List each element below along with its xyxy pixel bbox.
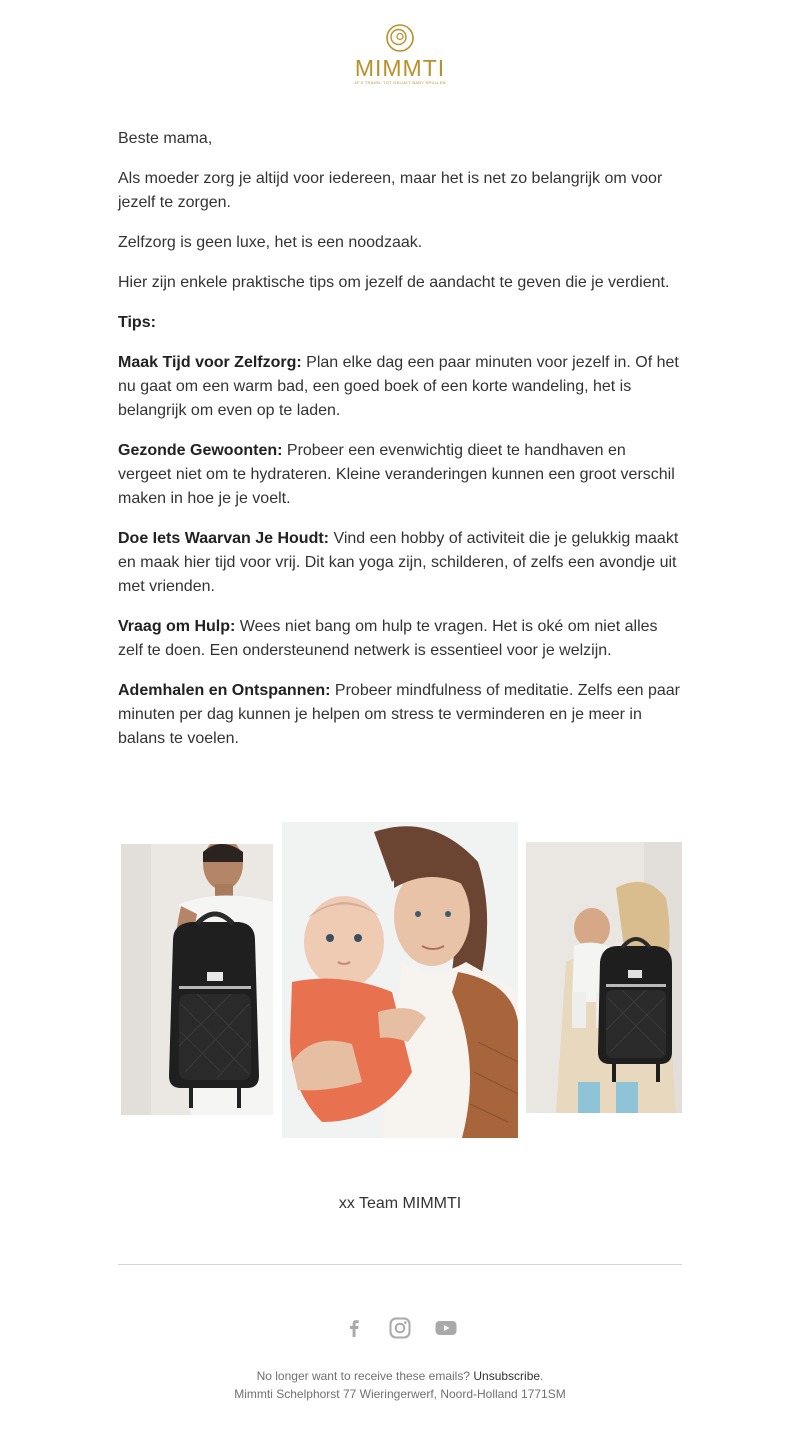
intro-paragraph: Hier zijn enkele praktische tips om jezelf de aandacht te geven die je verdient. — [118, 274, 670, 291]
tip-title: Vraag om Hulp: — [118, 618, 236, 635]
tip-title: Doe Iets Waarvan Je Houdt: — [118, 530, 330, 547]
unsubscribe-line — [0, 1367, 800, 1385]
tip-item — [118, 439, 682, 511]
tip-text: Probeer mindfulness of meditatie. Zelfs een paar minuten per dag kunnen je helpen om stress te verminderen en je meer in balans te voelen. — [118, 682, 680, 747]
footer-divider — [118, 1264, 682, 1265]
brand-tagline: JE'S TRAVEL TOT GELUKT BABY SPULLEN — [354, 80, 446, 85]
tip-item — [118, 679, 682, 751]
tips-heading: Tips: — [118, 314, 156, 331]
intro-paragraph: Zelfzorg is geen luxe, het is een noodzaak. — [118, 234, 423, 251]
youtube-icon[interactable] — [434, 1316, 458, 1340]
signoff: xx Team MIMMTI — [338, 1195, 462, 1212]
tip-text: Plan elke dag een paar minuten voor jezelf in. Of het nu gaat om een warm bad, een goed boek of een korte wandeling, het is belangrijk om even op te laden. — [118, 354, 679, 419]
email-body — [118, 127, 682, 767]
facebook-icon[interactable] — [342, 1316, 366, 1340]
email-footer — [0, 1367, 800, 1403]
greeting: Beste mama, — [118, 130, 213, 147]
woman-with-baby-and-backpack-photo[interactable] — [526, 842, 682, 1113]
tip-text: Vind een hobby of activiteit die je gelukkig maakt en maak hier tijd voor vrij. Dit kan yoga zijn, schilderen, of zelfs een avondje uit met vrienden. — [118, 530, 679, 595]
mother-holding-baby-photo[interactable] — [282, 822, 518, 1138]
company-address: Mimmti Schelphorst 77 Wieringerwerf, Noord-Holland 1771SM — [234, 1387, 566, 1401]
intro-paragraph: Als moeder zorg je altijd voor iedereen, maar het is net zo belangrijk om voor jezelf te zorgen. — [118, 170, 663, 211]
tip-item — [118, 351, 682, 423]
tip-title: Ademhalen en Ontspannen: — [118, 682, 331, 699]
brand-logo[interactable] — [354, 22, 446, 96]
tip-text: Wees niet bang om hulp te vragen. Het is oké om niet alles zelf te doen. Een ondersteunend netwerk is essentieel voor je welzijn. — [118, 618, 658, 659]
tip-title: Maak Tijd voor Zelfzorg: — [118, 354, 302, 371]
tip-text: Probeer een evenwichtig dieet te handhaven en vergeet niet om te hydrateren. Kleine veranderingen kunnen een groot verschil maken in hoe je je voelt. — [118, 442, 675, 507]
brand-wordmark: MIMMTI — [354, 55, 446, 81]
unsubscribe-prompt: No longer want to receive these emails? — [256, 1369, 474, 1383]
man-with-diaper-backpack-photo[interactable] — [121, 844, 273, 1115]
unsubscribe-suffix: . — [540, 1369, 544, 1383]
instagram-icon[interactable] — [388, 1316, 412, 1340]
tip-title: Gezonde Gewoonten: — [118, 442, 283, 459]
tip-item — [118, 615, 682, 663]
logo-spiral-icon — [384, 22, 416, 54]
tip-item — [118, 527, 682, 599]
unsubscribe-link[interactable]: Unsubscribe — [473, 1369, 541, 1383]
